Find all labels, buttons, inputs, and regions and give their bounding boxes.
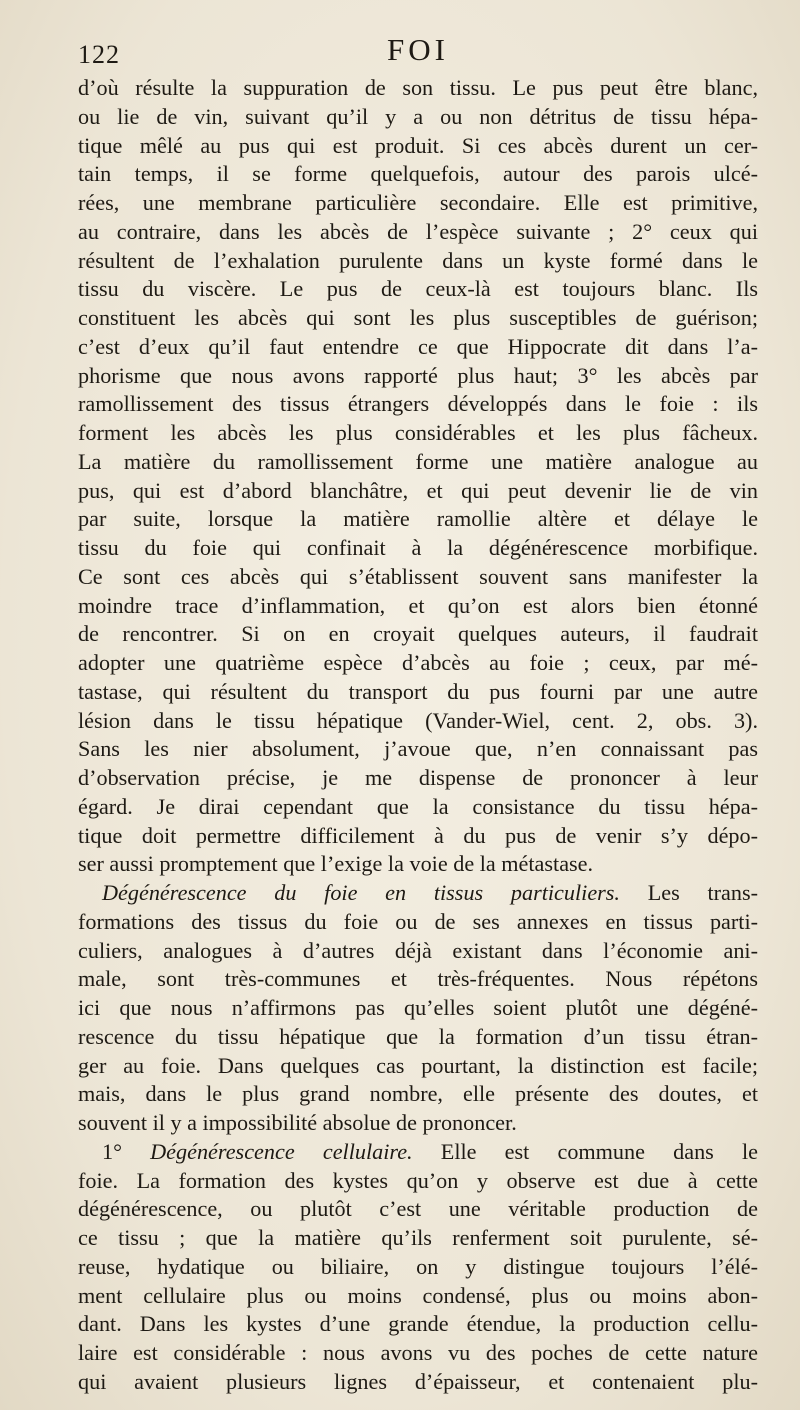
text-line <box>78 1080 758 1109</box>
line-text: d’où résulte la suppuration de son tissu. Le pus peut être blanc, <box>78 75 758 100</box>
section-heading: Dégénérescence cellulaire. <box>150 1138 413 1164</box>
text-line <box>78 1167 758 1196</box>
line-text: La matière du ramollissement forme une matière analogue au <box>78 448 758 474</box>
text-line <box>78 764 758 793</box>
line-text: mais, dans le plus grand nombre, elle présente des doutes, et <box>78 1081 758 1107</box>
text-line <box>78 793 758 822</box>
body-text <box>78 74 758 1397</box>
line-text: résultent de l’exhalation purulente dans un kyste formé dans le <box>78 247 758 273</box>
text-line <box>78 649 758 678</box>
line-text: formations des tissus du foie ou de ses annexes en tissus parti- <box>78 908 758 934</box>
text-line <box>78 419 758 448</box>
line-text: Ce sont ces abcès qui s’établissent souvent sans manifester la <box>78 563 758 589</box>
line-text: Les trans- <box>619 880 758 905</box>
text-line <box>78 304 758 333</box>
line-text: constituent les abcès qui sont les plus susceptibles de guérison; <box>78 305 758 330</box>
text-line <box>78 189 758 218</box>
text-line <box>78 965 758 994</box>
text-line <box>78 822 758 851</box>
text-line <box>78 678 758 707</box>
line-text: d’observation précise, je me dispense de prononcer à leur <box>78 765 758 790</box>
text-line <box>78 1224 758 1253</box>
line-text: ser aussi promptement que l’exige la voie de la métastase. <box>78 851 594 877</box>
page-number: 122 <box>78 40 120 69</box>
line-text: pus, qui est d’abord blanchâtre, et qui peut devenir lie de vin <box>78 477 758 503</box>
text-line <box>78 275 758 304</box>
text-line <box>78 534 758 563</box>
text-line <box>78 1253 758 1282</box>
text-line <box>78 448 758 477</box>
line-text: ici que nous n’affirmons pas qu’elles soient plutôt une dégéné- <box>78 995 758 1020</box>
line-text: dégénérescence, ou plutôt c’est une véritable production de <box>78 1196 758 1222</box>
line-text: tain temps, il se forme quelquefois, autour des parois ulcé- <box>78 161 758 187</box>
text-line <box>78 1138 758 1167</box>
line-text: rescence du tissu hépatique que la formation d’un tissu étran- <box>78 1023 758 1049</box>
line-text: tique doit permettre difficilement à du pus de venir s’y dépo- <box>78 822 758 848</box>
text-line <box>78 735 758 764</box>
text-line <box>78 1052 758 1081</box>
line-text: tique mêlé au pus qui est produit. Si ces abcès durent un cer- <box>78 132 758 158</box>
text-line <box>78 1195 758 1224</box>
line-text: reuse, hydatique ou biliaire, on y distingue toujours l’élé- <box>78 1253 758 1279</box>
line-text: égard. Je dirai cependant que la consistance du tissu hépa- <box>78 793 758 819</box>
text-line <box>78 505 758 534</box>
line-text: laire est considérable : nous avons vu des poches de cette nature <box>78 1340 758 1365</box>
line-text: tissu du foie qui confinait à la dégénérescence morbifique. <box>78 535 758 560</box>
line-text: ment cellulaire plus ou moins condensé, plus ou moins abon- <box>78 1282 758 1308</box>
text-line <box>78 620 758 649</box>
line-text: rées, une membrane particulière secondaire. Elle est primitive, <box>78 190 758 215</box>
show-through-text <box>90 1394 750 1410</box>
text-line <box>78 1023 758 1052</box>
text-line <box>78 879 758 908</box>
text-line <box>78 103 758 132</box>
text-line <box>78 74 758 103</box>
text-line <box>78 333 758 362</box>
text-line <box>78 218 758 247</box>
line-text: ou lie de vin, suivant qu’il y a ou non détritus de tissu hépa- <box>78 103 758 129</box>
line-text: ramollissement des tissus étrangers développés dans le foie : ils <box>78 391 758 417</box>
line-text: tastase, qui résultent du transport du pus fourni par une autre <box>78 678 758 704</box>
running-head: FOI <box>387 32 449 67</box>
text-line <box>78 1310 758 1339</box>
page-header <box>78 30 758 70</box>
text-line <box>78 592 758 621</box>
line-text: ger au foie. Dans quelques cas pourtant, la distinction est facile; <box>78 1052 758 1078</box>
text-line <box>78 247 758 276</box>
text-line <box>78 1339 758 1368</box>
line-text: male, sont très-communes et très-fréquentes. Nous répétons <box>78 966 758 992</box>
line-text: lésion dans le tissu hépatique (Vander-Wiel, cent. 2, obs. 3). <box>78 707 758 733</box>
text-line <box>78 937 758 966</box>
text-line <box>78 994 758 1023</box>
line-text: tissu du viscère. Le pus de ceux-là est toujours blanc. Ils <box>78 276 758 302</box>
text-line <box>78 160 758 189</box>
text-line <box>78 850 758 879</box>
text-line <box>78 563 758 592</box>
line-text: dant. Dans les kystes d’une grande étendue, la production cellu- <box>78 1311 758 1337</box>
paragraph-number: 1° <box>102 1138 151 1164</box>
text-line <box>78 1282 758 1311</box>
text-line <box>78 390 758 419</box>
text-line <box>78 132 758 161</box>
text-line <box>78 1109 758 1138</box>
text-line <box>78 1368 758 1397</box>
line-text: moindre trace d’inflammation, et qu’on est alors bien étonné <box>78 592 758 618</box>
text-line <box>78 362 758 391</box>
line-text: adopter une quatrième espèce d’abcès au foie ; ceux, par mé- <box>78 650 758 675</box>
line-text: de rencontrer. Si on en croyait quelques auteurs, il faudrait <box>78 621 758 647</box>
text-line <box>78 707 758 736</box>
line-text: Elle est commune dans le <box>412 1138 758 1164</box>
line-text: foie. La formation des kystes qu’on y observe est due à cette <box>78 1167 758 1193</box>
line-text: souvent il y a impossibilité absolue de prononcer. <box>78 1110 517 1135</box>
line-text: phorisme que nous avons rapporté plus haut; 3° les abcès par <box>78 362 758 388</box>
line-text: ce tissu ; que la matière qu’ils renferment soit purulente, sé- <box>78 1225 758 1250</box>
line-text: Sans les nier absolument, j’avoue que, n’en connaissant pas <box>78 736 758 762</box>
line-text: c’est d’eux qu’il faut entendre ce que Hippocrate dit dans l’a- <box>78 333 758 359</box>
line-text: au contraire, dans les abcès de l’espèce suivante ; 2° ceux qui <box>78 218 758 244</box>
line-text: forment les abcès les plus considérables et les plus fâcheux. <box>78 420 758 445</box>
line-text: culiers, analogues à d’autres déjà existant dans l’économie ani- <box>78 937 758 963</box>
line-text: qui avaient plusieurs lignes d’épaisseur, et contenaient plu- <box>78 1368 758 1394</box>
section-heading: Dégénérescence du foie en tissus particuliers. <box>102 880 620 905</box>
line-text: par suite, lorsque la matière ramollie altère et délaye le <box>78 506 758 532</box>
text-line <box>78 477 758 506</box>
text-line <box>78 908 758 937</box>
